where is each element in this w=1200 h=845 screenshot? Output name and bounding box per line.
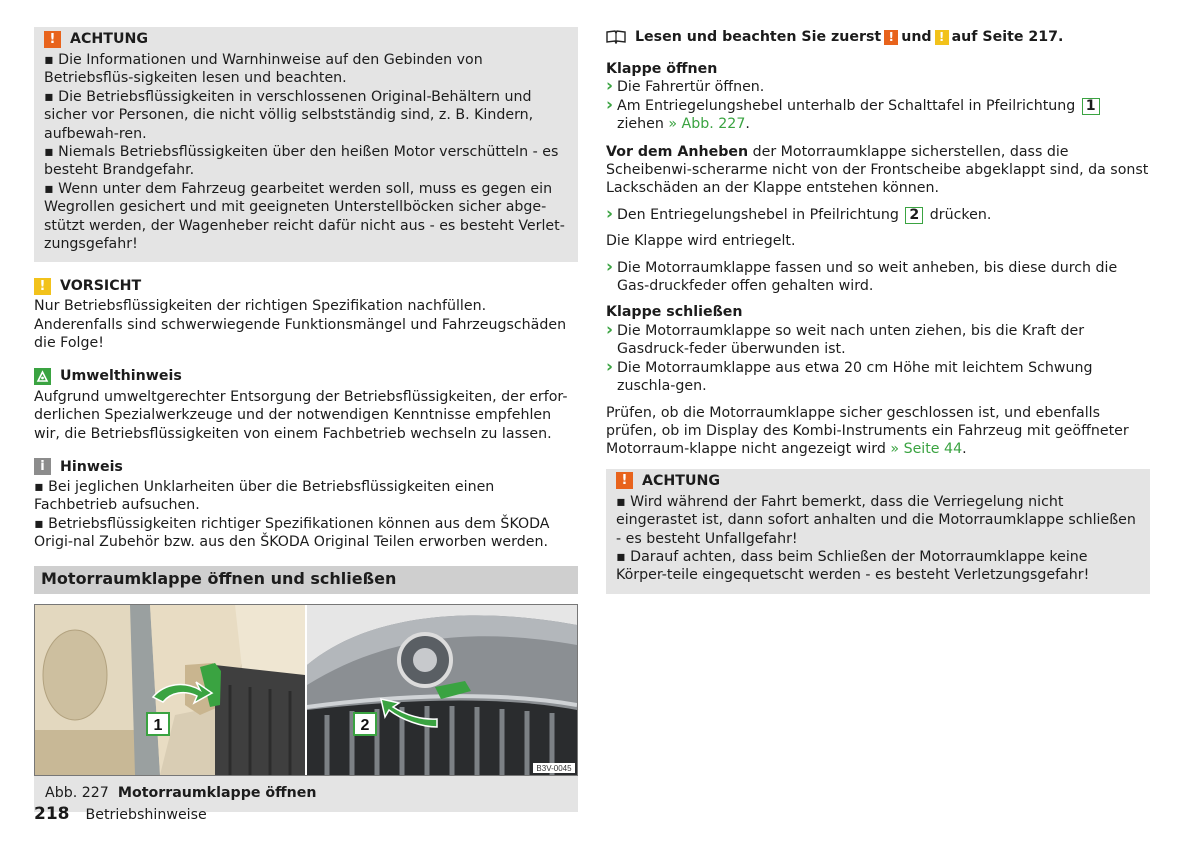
- info-icon: i: [34, 458, 51, 475]
- umwelt-block: [34, 367, 578, 443]
- intro-before: Lesen und beachten Sie zuerst: [635, 28, 882, 45]
- footer-section: Betriebshinweise: [85, 807, 207, 823]
- caption-number: Abb. 227: [45, 785, 109, 802]
- intro-after: auf Seite 217.: [951, 28, 1064, 45]
- step-text: drücken.: [929, 206, 992, 223]
- achtung-item: ▪ Niemals Betriebsflüssigkeiten über den heißen Motor verschütteln - es besteht Brandgefahr.: [44, 143, 568, 180]
- hinweis-title: Hinweis: [60, 458, 123, 475]
- open-step: › Die Fahrertür öffnen.: [606, 78, 1150, 96]
- warning-icon: !: [616, 472, 633, 489]
- figure-code: B3V-0045: [536, 763, 572, 773]
- achtung-item: ▪ Die Betriebsflüssigkeiten in verschlossenen Original-Behältern und sicher vor Personen, die nicht völlig selbstständig sind, z. B. Kindern, aufbewah-ren.: [44, 88, 568, 143]
- caution-icon: !: [935, 30, 949, 45]
- caption-title: Motorraumklappe öffnen: [117, 785, 317, 802]
- environment-icon: [34, 368, 51, 385]
- achtung-item: ▪ Die Informationen und Warnhinweise auf den Gebinden von Betriebsflüs-sigkeiten lesen und beachten.: [44, 51, 568, 88]
- vorsicht-block: [34, 276, 578, 352]
- vorsicht-text: Nur Betriebsflüssigkeiten der richtigen Spezifikation nachfüllen. Anderenfalls sind schwerwiegende Funktionsmängel und Fahrzeugschäden die Folge!: [34, 298, 567, 352]
- achtung-title: ACHTUNG: [642, 472, 720, 489]
- warning-icon: !: [44, 31, 61, 48]
- book-icon: [606, 30, 626, 44]
- right-column: [606, 27, 1150, 594]
- step-text: Den Entriegelungshebel in Pfeilrichtung: [617, 206, 899, 223]
- page-footer: [34, 805, 207, 824]
- achtung-item: ▪ Darauf achten, dass beim Schließen der Motorraumklappe keine Körper-teile eingequetscht werden - es besteht Verletzungsgefahr!: [616, 548, 1140, 585]
- step-text: Am Entriegelungshebel unterhalb der Schalttafel in Pfeilrichtung: [617, 97, 1076, 114]
- umwelt-text: Aufgrund umweltgerechter Entsorgung der Betriebsflüssigkeiten, der erfor-derlichen Spezialwerkzeuge und der notwendigen Kenntnisse empfehlen wir, die Betriebsflüssigkeiten von einem Fachbetrieb wechseln zu lassen.: [34, 388, 568, 442]
- interior-lever-image: [35, 605, 305, 775]
- open-title: Klappe öffnen: [606, 61, 718, 77]
- close-step: › Die Motorraumklappe aus etwa 20 cm Höhe mit leichtem Schwung zuschla-gen.: [606, 359, 1150, 396]
- achtung-box: [34, 27, 578, 262]
- vorsicht-title: VORSICHT: [60, 278, 142, 295]
- intro-mid: und: [901, 28, 932, 45]
- achtung-item: ▪ Wenn unter dem Fahrzeug gearbeitet werden soll, muss es gegen ein Wegrollen gesichert und mit geeigneten Unterstellböcken sicher abge-stützt werden, der Wagenheber reicht dafür nicht aus - es besteht Verlet-zungsgefahr!: [44, 180, 568, 254]
- figure-227: [34, 604, 578, 776]
- page-number: 218: [34, 804, 70, 824]
- hinweis-item: ▪ Bei jeglichen Unklarheiten über die Betriebsflüssigkeiten einen Fachbetrieb aufsuchen.: [34, 478, 578, 515]
- figure-label-1: 1: [153, 716, 163, 734]
- figure-label-2: 2: [360, 716, 370, 734]
- caution-icon: !: [34, 278, 51, 295]
- achtung-item: ▪ Wird während der Fahrt bemerkt, dass die Verriegelung nicht eingerastet ist, dann sofort anhalten und die Motorraumklappe schließen - es besteht Unfallgefahr!: [616, 493, 1140, 548]
- close-title: Klappe schließen: [606, 304, 743, 321]
- hinweis-block: [34, 457, 578, 552]
- check-text: [606, 404, 1150, 459]
- released-text: Die Klappe wird entriegelt.: [606, 233, 796, 250]
- note-text: der Motorraumklappe sicherstellen, dass die Scheibenwi-scherarme nicht von der Frontscheibe abgeklappt sind, da sonst Lackschäden an der Klappe entstehen können.: [606, 143, 1149, 197]
- step-text: .: [745, 116, 750, 133]
- check-body: Prüfen, ob die Motorraumklappe sicher geschlossen ist, und ebenfalls prüfen, ob im Display des Kombi-Instruments ein Fahrzeug mit geöffneter Motorraum-klappe nicht angezeigt wird: [606, 404, 1129, 458]
- achtung-title: ACHTUNG: [70, 30, 148, 47]
- note-bold: Vor dem Anheben: [606, 143, 749, 160]
- close-step: › Die Motorraumklappe so weit nach unten ziehen, bis die Kraft der Gasdruck-feder überwunden ist.: [606, 322, 1150, 359]
- warning-icon: !: [884, 30, 898, 45]
- step-text: ziehen: [617, 116, 664, 133]
- left-column: [34, 27, 578, 812]
- figure-link[interactable]: » Abb. 227: [668, 116, 746, 133]
- umwelt-title: Umwelthinweis: [60, 368, 182, 385]
- intro-line: [606, 27, 1150, 47]
- section-title: Motorraumklappe öffnen und schließen: [34, 566, 578, 594]
- step-number-badge: 2: [905, 207, 923, 224]
- open-step: › Die Motorraumklappe fassen und so weit anheben, bis diese durch die Gas-druckfeder offen gehalten wird.: [606, 259, 1150, 296]
- open-step: [606, 206, 1150, 224]
- before-lift-note: [606, 143, 1150, 198]
- page-link[interactable]: » Seite 44: [890, 441, 963, 458]
- check-end: .: [962, 441, 967, 458]
- step-number-badge: 1: [1082, 98, 1100, 115]
- achtung-box: [606, 469, 1150, 594]
- hinweis-item: ▪ Betriebsflüssigkeiten richtiger Spezifikationen können aus dem ŠKODA Origi-nal Zubehör bzw. aus den ŠKODA Original Teilen erworben werden.: [34, 515, 578, 552]
- open-step: [606, 97, 1150, 134]
- hood-release-image: [307, 605, 577, 775]
